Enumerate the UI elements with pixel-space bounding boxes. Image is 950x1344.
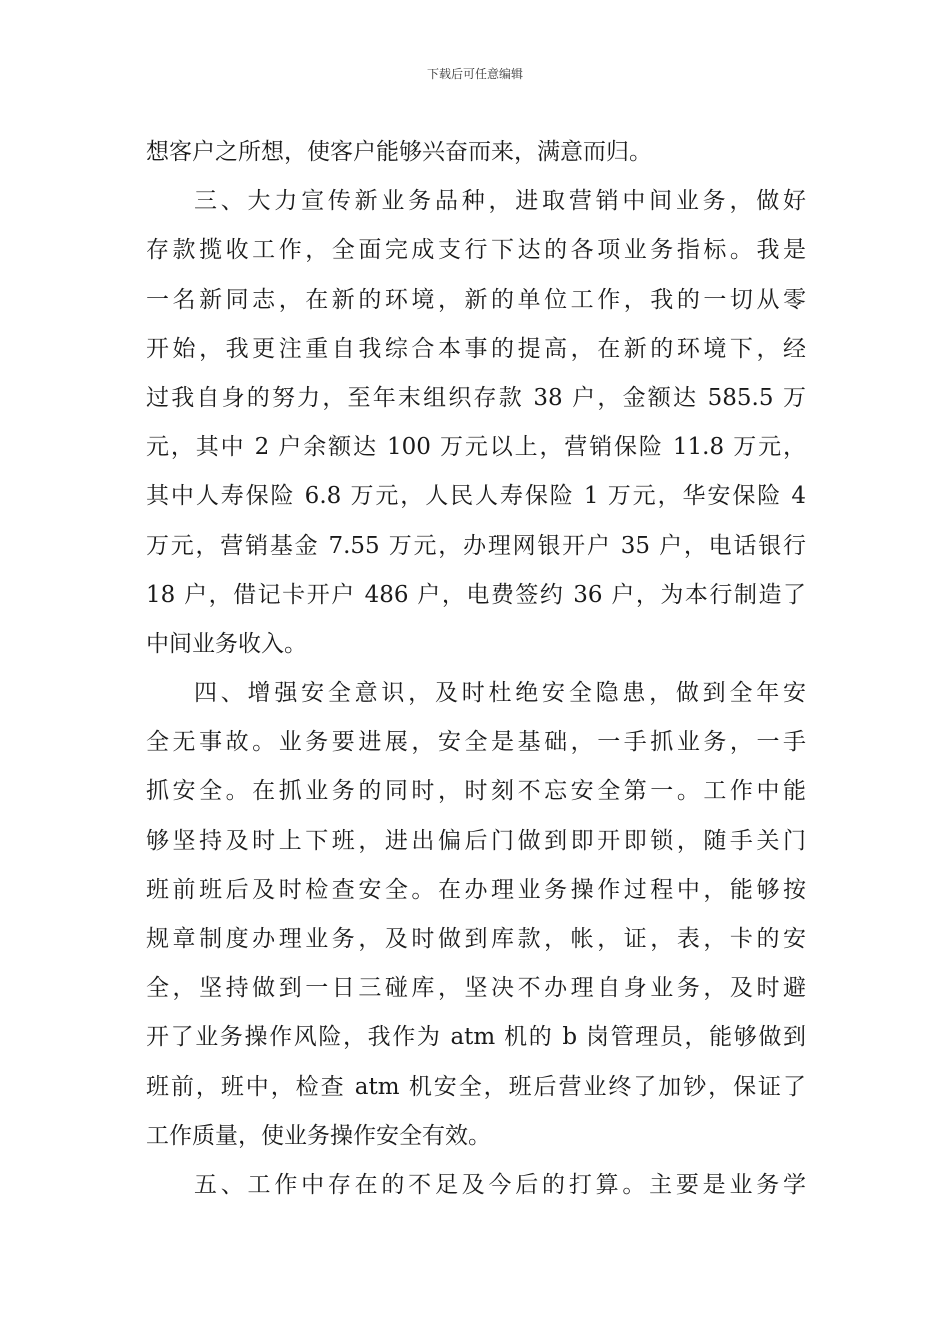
paragraph-4-heading-line: 四、增强安全意识，及时杜绝安全隐患，做到全年安 (194, 680, 806, 707)
text-line: 中间业务收入。 (146, 630, 307, 657)
text-line: 想客户之所想，使客户能够兴奋而来，满意而归。 (146, 139, 652, 165)
text-line: 班前，班中，检查 atm 机安全，班后营业终了加钞，保证了 (146, 1073, 806, 1100)
text-line: 够坚持及时上下班，进出偏后门做到即开即锁，随手关门 (146, 827, 806, 854)
text-line: 元，其中 2 户余额达 100 万元以上，营销保险 11.8 万元， (146, 434, 806, 461)
paragraph-5-heading-line: 五、工作中存在的不足及今后的打算。主要是业务学 (194, 1171, 806, 1198)
text-line: 开始，我更注重自我综合本事的提高，在新的环境下，经 (146, 335, 806, 362)
paragraph-3-heading-line: 三、大力宣传新业务品种，进取营销中间业务，做好 (194, 188, 806, 215)
text-line: 存款揽收工作，全面完成支行下达的各项业务指标。我是 (146, 237, 806, 264)
text-line: 班前班后及时检查安全。在办理业务操作过程中，能够按 (146, 876, 806, 903)
text-line: 其中人寿保险 6.8 万元，人民人寿保险 1 万元，华安保险 4 (146, 483, 806, 510)
text-line: 万元，营销基金 7.55 万元，办理网银开户 35 户，电话银行 (146, 532, 806, 559)
text-line: 一名新同志，在新的环境，新的单位工作，我的一切从零 (146, 286, 806, 313)
document-body (146, 128, 806, 1210)
text-line: 全，坚持做到一日三碰库，坚决不办理自身业务，及时避 (146, 975, 806, 1002)
text-line: 开了业务操作风险，我作为 atm 机的 b 岗管理员，能够做到 (146, 1024, 806, 1051)
page-header: 下载后可任意编辑 (426, 67, 523, 81)
text-line: 工作质量，使业务操作安全有效。 (146, 1122, 491, 1149)
text-line: 18 户，借记卡开户 486 户，电费签约 36 户，为本行制造了 (146, 581, 806, 608)
text-line: 规章制度办理业务，及时做到库款，帐，证，表，卡的安 (146, 926, 806, 952)
text-line: 抓安全。在抓业务的同时，时刻不忘安全第一。工作中能 (146, 778, 806, 805)
text-line: 全无事故。业务要进展，安全是基础，一手抓业务，一手 (146, 729, 806, 756)
text-line: 过我自身的努力，至年末组织存款 38 户，金额达 585.5 万 (146, 384, 806, 411)
